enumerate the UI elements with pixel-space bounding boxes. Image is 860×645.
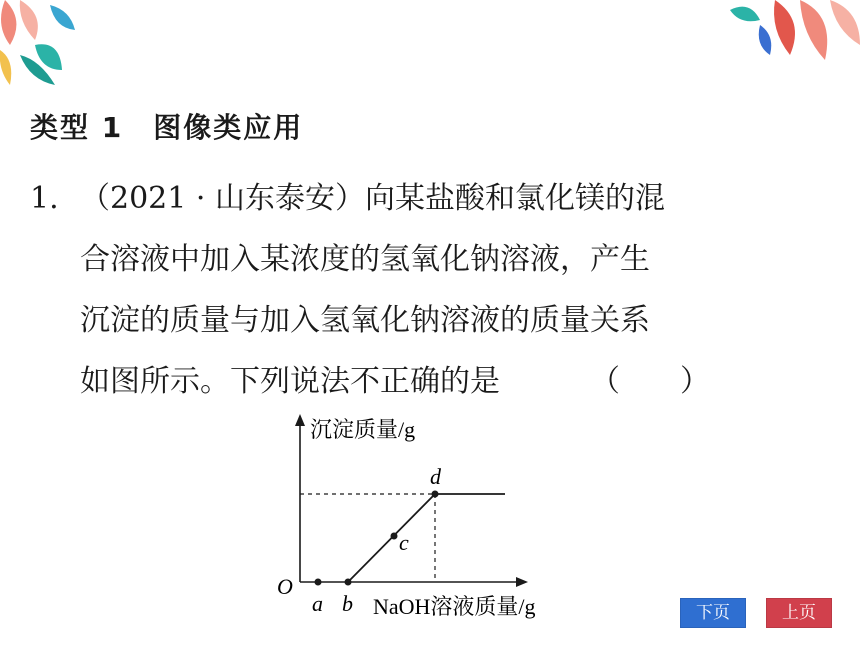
leaf-decoration-left: [0, 0, 90, 95]
point-a: [315, 579, 322, 586]
point-label-a: a: [312, 591, 323, 616]
question-block: [30, 168, 830, 412]
point-label-d: d: [430, 464, 441, 489]
answer-bracket: （ ）: [590, 364, 710, 399]
next-page-button[interactable]: 下页: [680, 598, 746, 628]
question-text-1: 向某盐酸和氯化镁的混: [364, 181, 665, 216]
section-heading: 类型 1 图像类应用: [30, 111, 304, 144]
precipitate-curve: [348, 494, 505, 582]
point-b: [345, 579, 352, 586]
question-line-4: [30, 351, 830, 412]
point-d: [432, 491, 439, 498]
question-line-3: 沉淀的质量与加入氢氧化钠溶液的质量关系: [80, 303, 650, 338]
y-axis-label: 沉淀质量/g: [310, 417, 416, 442]
y-axis-arrow: [295, 414, 305, 426]
x-axis-label: NaOH溶液质量/g: [373, 594, 536, 619]
point-label-b: b: [342, 591, 353, 616]
question-number: 1.: [30, 181, 59, 216]
previous-page-button[interactable]: 上页: [766, 598, 832, 628]
x-axis-arrow: [516, 577, 528, 587]
question-source: （2021 · 山东泰安）: [80, 181, 365, 216]
point-c: [391, 533, 398, 540]
leaf-decoration-right: [720, 0, 860, 70]
question-line-1: [30, 168, 830, 229]
precipitate-graph: [260, 410, 620, 635]
point-label-c: c: [399, 530, 409, 555]
question-text-4: 如图所示。下列说法不正确的是: [80, 364, 500, 399]
question-line-2: 合溶液中加入某浓度的氢氧化钠溶液，产生: [80, 242, 650, 277]
origin-label: O: [277, 574, 293, 599]
